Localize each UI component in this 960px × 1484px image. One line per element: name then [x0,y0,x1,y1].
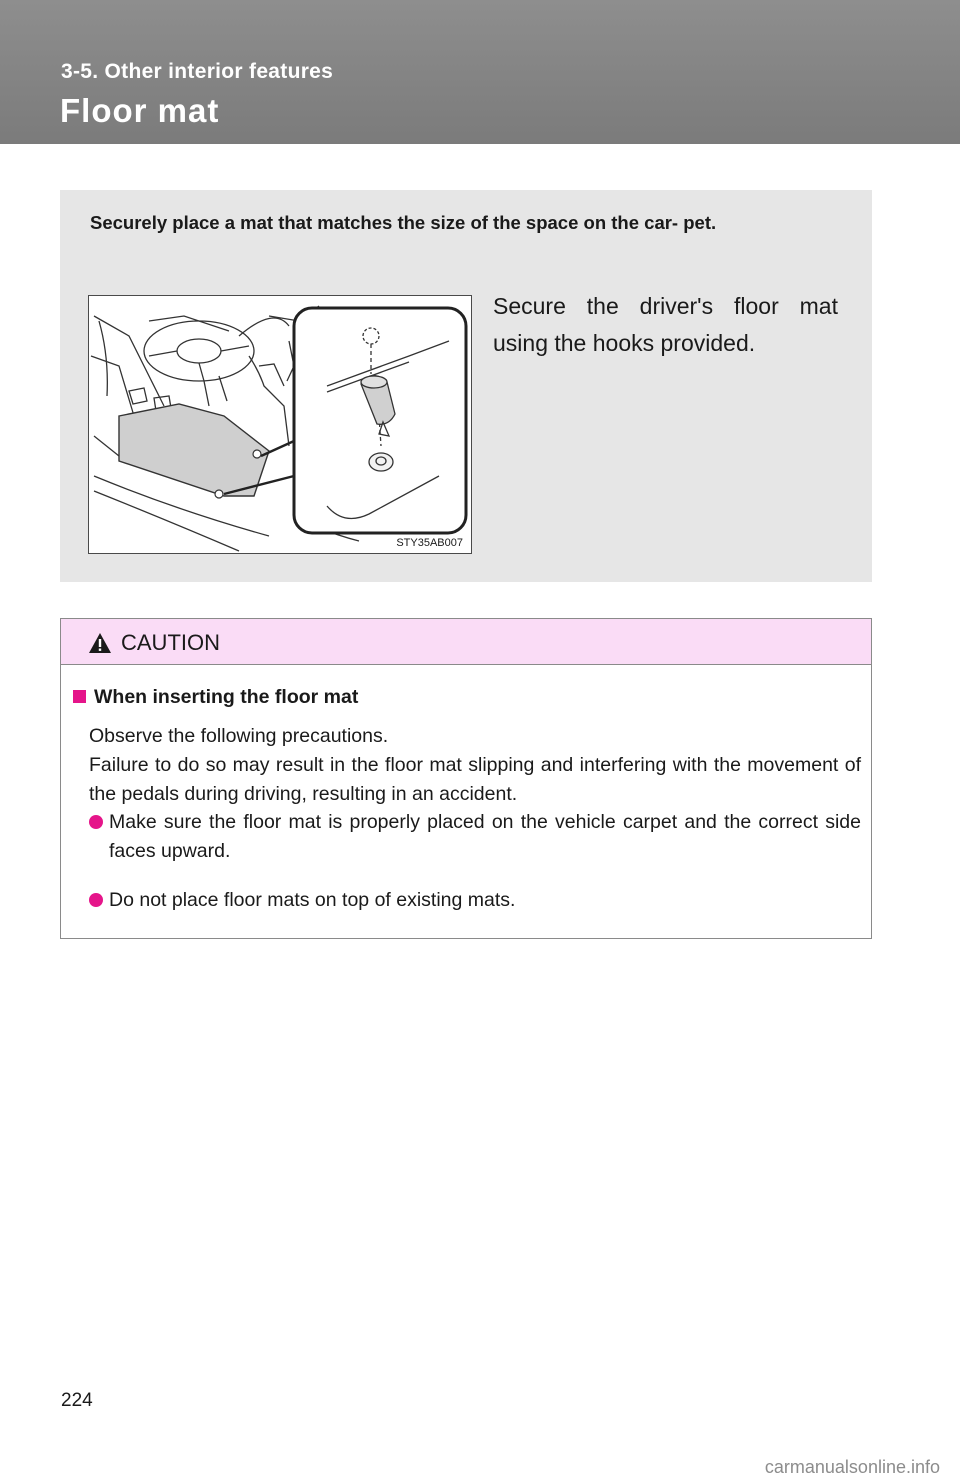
floor-mat-drawing [89,296,473,555]
bullet-dot-icon [89,893,103,907]
caution-bullet-2 [89,886,861,915]
square-bullet-icon [73,690,86,703]
caution-paragraph [89,722,861,809]
intro-text: Securely place a mat that matches the size of the space on the car- pet. [90,212,717,233]
figure-code: STY35AB007 [396,537,463,549]
caution-bullet-1-text: Make sure the floor mat is properly placed on the vehicle carpet and the correct side faces upward. [109,811,861,862]
caution-paragraph-line-1: Observe the following precautions. [89,725,389,747]
caution-subheading [73,683,358,712]
caution-box [60,618,872,939]
intro-box [60,190,872,582]
bullet-dot-icon [89,815,103,829]
figure-caption: Secure the driver's floor mat using the hooks provided. [493,293,838,356]
page-title: Floor mat [60,92,220,129]
watermark: carmanualsonline.info [764,1457,940,1477]
caution-title: CAUTION [121,630,220,655]
section-label: 3-5. Other interior features [61,60,334,83]
page-number: 224 [61,1390,93,1411]
floor-mat-illustration [88,295,472,554]
caution-bullet-2-text: Do not place floor mats on top of existing mats. [109,889,516,911]
caution-header [61,619,871,665]
warning-icon [88,632,112,654]
caution-subheading-text: When inserting the floor mat [94,686,359,708]
caution-paragraph-line-2: Failure to do so may result in the floor mat slipping and interfering with the movement of the pedals during driving, resulting in an accident. [89,754,861,805]
caution-bullet-1 [89,808,861,866]
page-header [0,0,960,144]
